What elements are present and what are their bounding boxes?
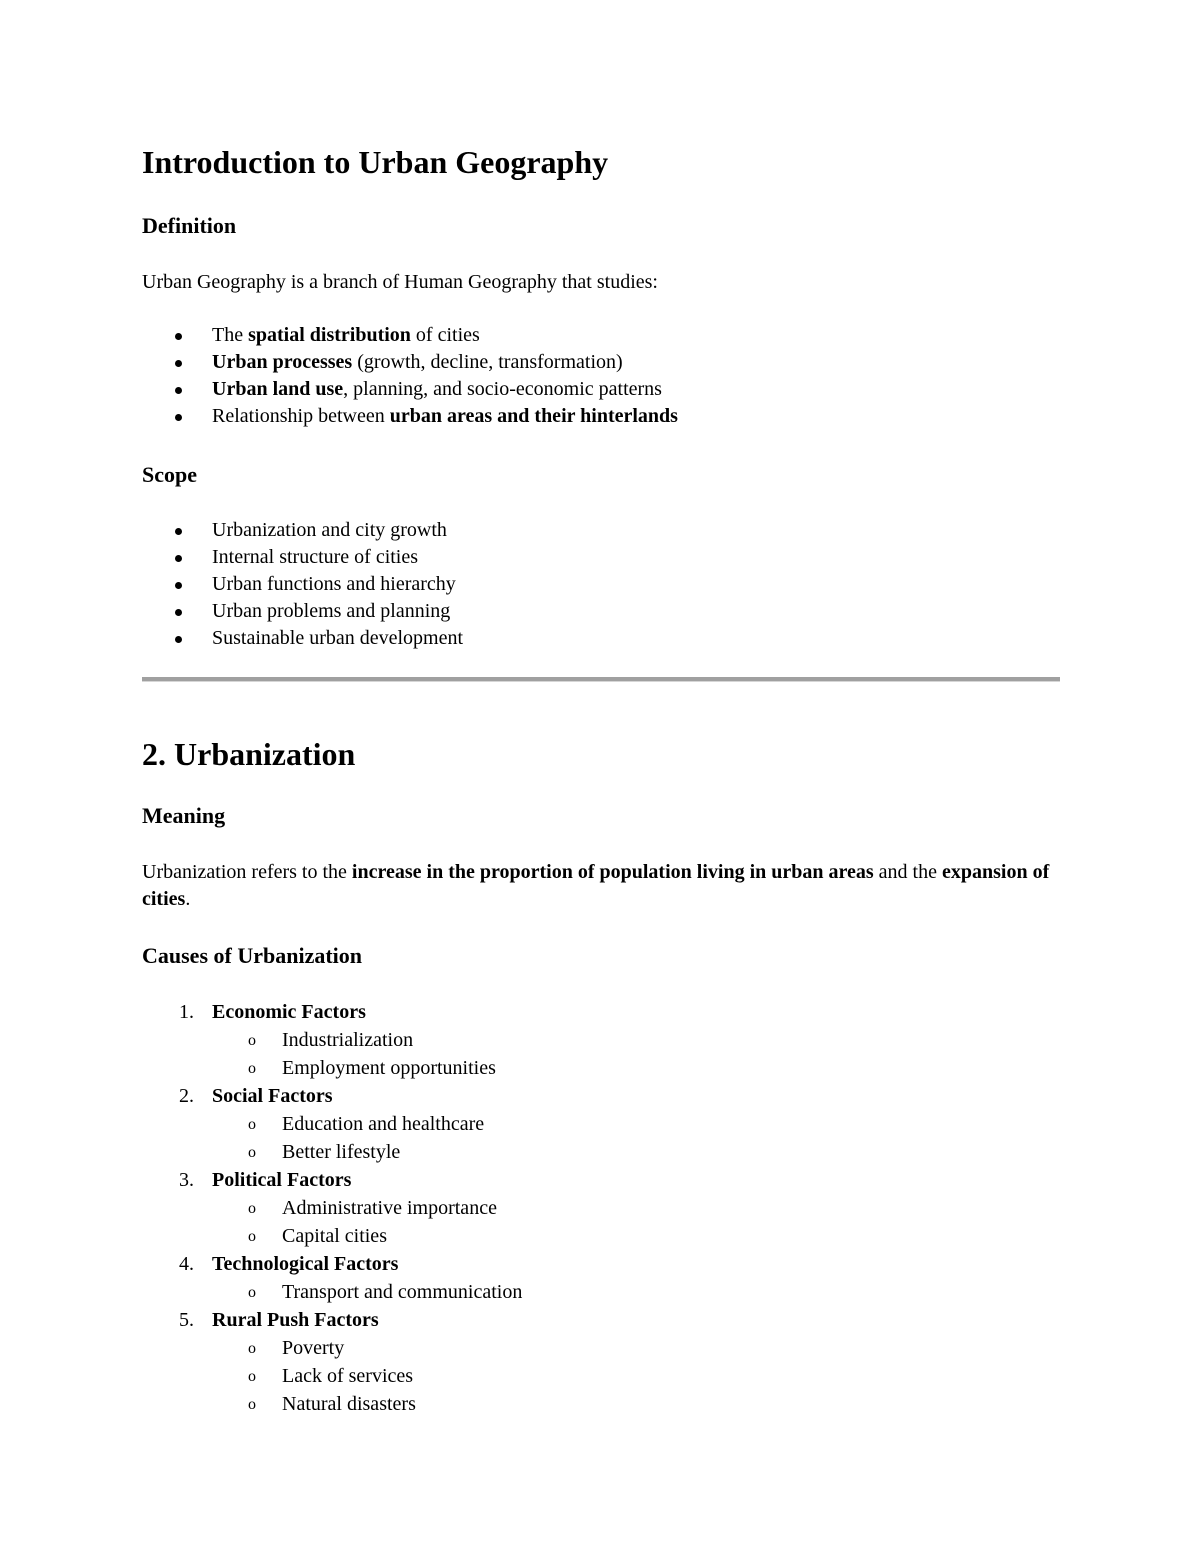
bullet-icon (175, 582, 182, 589)
sub-list-item: o Employment opportunities (142, 1054, 1060, 1082)
list-item: Urban problems and planning (142, 598, 1060, 625)
circle-bullet-icon: o (248, 1116, 256, 1133)
sub-list-item: o Industrialization (142, 1026, 1060, 1054)
definition-intro: Urban Geography is a branch of Human Geography that studies: (142, 271, 658, 293)
definition-list (142, 322, 1060, 430)
sub-list-item: o Administrative importance (142, 1194, 1060, 1222)
meaning-heading: Meaning (142, 803, 226, 828)
cause-item: 4. Technological Factors o Transport and communication (142, 1250, 1060, 1306)
list-item: Urban land use, planning, and socio-economic patterns (142, 376, 1060, 403)
bullet-icon (175, 387, 182, 394)
bullet-icon (175, 360, 182, 367)
scope-heading: Scope (142, 462, 197, 487)
list-item: Sustainable urban development (142, 625, 1060, 652)
circle-bullet-icon: o (248, 1340, 256, 1357)
section-title-urbanization: 2. Urbanization (142, 736, 356, 772)
sub-list-item: o Capital cities (142, 1222, 1060, 1250)
list-item: Urban functions and hierarchy (142, 571, 1060, 598)
bullet-icon (175, 333, 182, 340)
sub-list-item: o Lack of services (142, 1362, 1060, 1390)
meaning-paragraph: Urbanization refers to the increase in the proportion of population living in urban areas and the expansion of cities. (142, 861, 1050, 910)
cause-item: 5. Rural Push Factors o Poverty o Lack of services o Natural disasters (142, 1306, 1060, 1418)
circle-bullet-icon: o (248, 1228, 256, 1245)
circle-bullet-icon: o (248, 1032, 256, 1049)
bullet-icon (175, 528, 182, 535)
causes-list (142, 998, 1060, 1418)
scope-list (142, 517, 1060, 652)
list-item: The spatial distribution of cities (142, 322, 1060, 349)
sub-list-item: o Education and healthcare (142, 1110, 1060, 1138)
cause-item: 3. Political Factors o Administrative importance o Capital cities (142, 1166, 1060, 1250)
circle-bullet-icon: o (248, 1396, 256, 1413)
bullet-icon (175, 636, 182, 643)
definition-heading: Definition (142, 213, 237, 238)
sub-list-item: o Transport and communication (142, 1278, 1060, 1306)
circle-bullet-icon: o (248, 1284, 256, 1301)
list-item: Urban processes (growth, decline, transformation) (142, 349, 1060, 376)
sub-list-item: o Better lifestyle (142, 1138, 1060, 1166)
list-item: Internal structure of cities (142, 544, 1060, 571)
cause-item: 1. Economic Factors o Industrialization o Employment opportunities (142, 998, 1060, 1082)
cause-item: 2. Social Factors o Education and healthcare o Better lifestyle (142, 1082, 1060, 1166)
sub-list-item: o Poverty (142, 1334, 1060, 1362)
list-item: Relationship between urban areas and their hinterlands (142, 403, 1060, 430)
circle-bullet-icon: o (248, 1200, 256, 1217)
causes-heading: Causes of Urbanization (142, 943, 363, 968)
horizontal-divider (142, 677, 1060, 682)
bullet-icon (175, 609, 182, 616)
circle-bullet-icon: o (248, 1368, 256, 1385)
bullet-icon (175, 555, 182, 562)
bullet-icon (175, 414, 182, 421)
circle-bullet-icon: o (248, 1060, 256, 1077)
page-title: Introduction to Urban Geography (142, 144, 609, 180)
list-item: Urbanization and city growth (142, 517, 1060, 544)
sub-list-item: o Natural disasters (142, 1390, 1060, 1418)
circle-bullet-icon: o (248, 1144, 256, 1161)
